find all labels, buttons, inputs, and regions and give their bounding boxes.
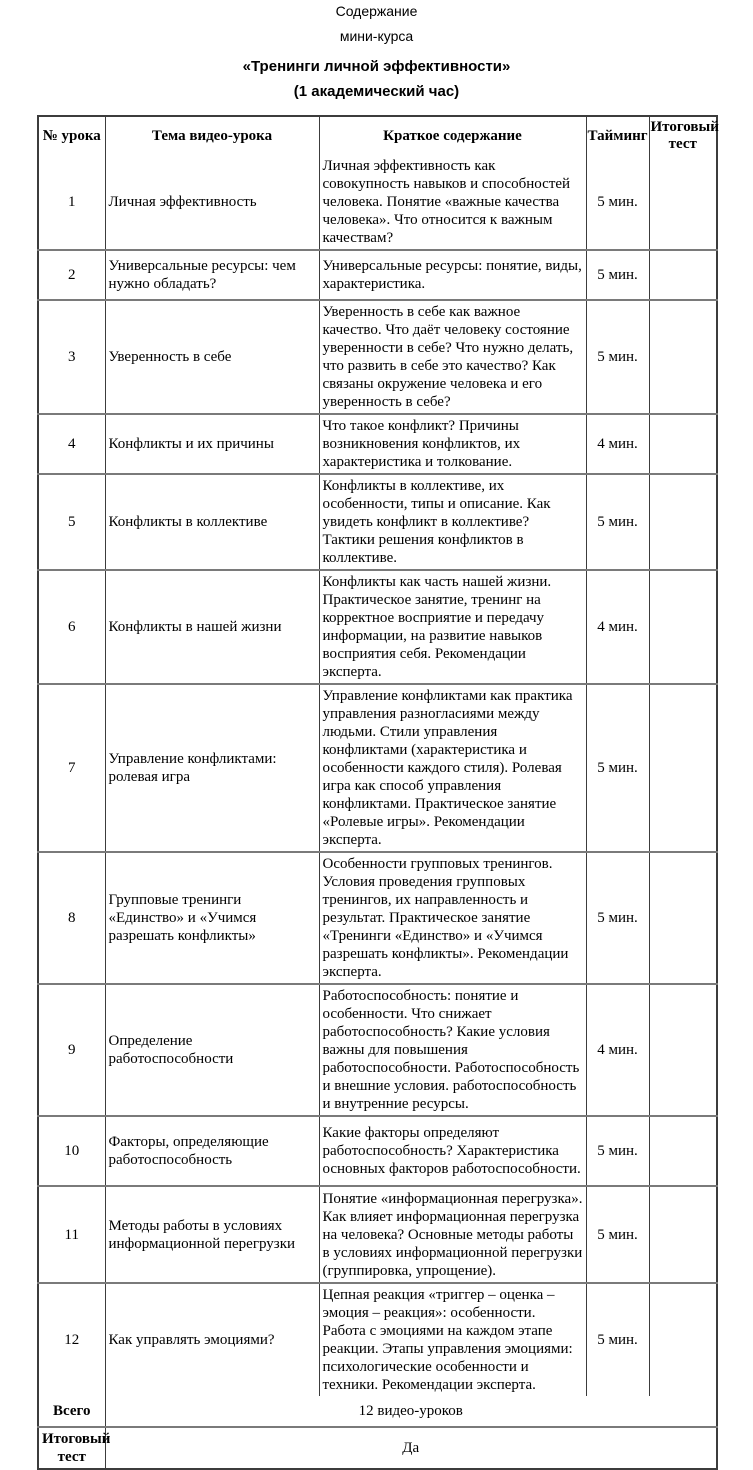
doc-title-line1: Содержание xyxy=(335,3,418,19)
course-title: «Тренинги личной эффективности» xyxy=(242,58,511,75)
lesson-number-cell: 4 xyxy=(38,414,105,474)
table-row xyxy=(38,684,717,852)
lesson-topic-cell: Личная эффективность xyxy=(105,155,319,250)
lesson-test-cell xyxy=(649,250,717,300)
lesson-number-cell: 8 xyxy=(38,852,105,984)
total-value: 12 видео-уроков xyxy=(105,1396,717,1427)
lesson-summary-cell: Управление конфликтами как практика управления разногласиями между людьми. Стили управления конфликтами (характеристика и особенности каждого стиля). Ролевая игра как способ управления конфликтами. Практическое занятие «Ролевые игры». Рекомендации эксперта. xyxy=(319,684,586,852)
lesson-test-cell xyxy=(649,474,717,570)
lesson-summary-cell: Работоспособность: понятие и особенности. Что снижает работоспособность? Какие условия важны для повышения работоспособности. Работоспособность и внешние условия. работоспособность и внутренние ресурсы. xyxy=(319,984,586,1116)
lesson-timing-cell: 5 мин. xyxy=(586,1186,649,1283)
table-row xyxy=(38,474,717,570)
lesson-test-cell xyxy=(649,684,717,852)
table-row xyxy=(38,852,717,984)
lesson-test-cell xyxy=(649,414,717,474)
lesson-summary-cell: Универсальные ресурсы: понятие, виды, характеристика. xyxy=(319,250,586,300)
total-row xyxy=(38,1396,717,1427)
lesson-number-cell: 5 xyxy=(38,474,105,570)
header-lesson-topic: Тема видео-урока xyxy=(105,116,319,155)
lesson-summary-cell: Особенности групповых тренингов. Условия проведения групповых тренингов, их направленность и результат. Практическое занятие «Тренинги «Единство» и «Учимся разрешать конфликты». Рекомендации эксперта. xyxy=(319,852,586,984)
lesson-number-cell: 11 xyxy=(38,1186,105,1283)
table-header-row xyxy=(38,116,717,155)
doc-title-line2: мини-курса xyxy=(339,28,414,44)
lesson-number-cell: 9 xyxy=(38,984,105,1116)
lesson-number-cell: 6 xyxy=(38,570,105,684)
lesson-timing-cell: 4 мин. xyxy=(586,414,649,474)
lesson-test-cell xyxy=(649,1283,717,1396)
lesson-test-cell xyxy=(649,155,717,250)
total-label: Всего xyxy=(38,1396,105,1427)
lesson-timing-cell: 5 мин. xyxy=(586,1283,649,1396)
lesson-topic-cell: Конфликты в нашей жизни xyxy=(105,570,319,684)
final-test-label: Итоговый тест xyxy=(38,1427,105,1469)
lesson-topic-cell: Факторы, определяющие работоспособность xyxy=(105,1116,319,1186)
lesson-test-cell xyxy=(649,570,717,684)
lesson-summary-cell: Личная эффективность как совокупность навыков и способностей человека. Понятие «важные качества человека». Что относится к важным качествам? xyxy=(319,155,586,250)
header-lesson-number: № урока xyxy=(38,116,105,155)
table-row xyxy=(38,1116,717,1186)
header-lesson-summary: Краткое содержание xyxy=(319,116,586,155)
lesson-timing-cell: 5 мин. xyxy=(586,474,649,570)
lesson-number-cell: 12 xyxy=(38,1283,105,1396)
final-test-row xyxy=(38,1427,717,1469)
table-row xyxy=(38,1186,717,1283)
lesson-topic-cell: Конфликты в коллективе xyxy=(105,474,319,570)
table-row xyxy=(38,155,717,250)
course-duration: (1 академический час) xyxy=(293,83,460,100)
lesson-topic-cell: Управление конфликтами: ролевая игра xyxy=(105,684,319,852)
lesson-topic-cell: Как управлять эмоциями? xyxy=(105,1283,319,1396)
lesson-topic-cell: Универсальные ресурсы: чем нужно обладать? xyxy=(105,250,319,300)
lesson-topic-cell: Определение работоспособности xyxy=(105,984,319,1116)
lesson-test-cell xyxy=(649,1116,717,1186)
lesson-topic-cell: Методы работы в условиях информационной перегрузки xyxy=(105,1186,319,1283)
document-header xyxy=(0,0,753,100)
lesson-number-cell: 1 xyxy=(38,155,105,250)
table-row xyxy=(38,300,717,414)
lesson-topic-cell: Конфликты и их причины xyxy=(105,414,319,474)
table-row xyxy=(38,984,717,1116)
lesson-timing-cell: 5 мин. xyxy=(586,852,649,984)
table-row xyxy=(38,570,717,684)
lesson-topic-cell: Уверенность в себе xyxy=(105,300,319,414)
table-header xyxy=(38,116,717,155)
lesson-summary-cell: Конфликты как часть нашей жизни. Практическое занятие, тренинг на корректное восприятие и передачу информации, на развитие навыков восприятия себя. Рекомендации эксперта. xyxy=(319,570,586,684)
lesson-test-cell xyxy=(649,852,717,984)
lesson-summary-cell: Уверенность в себе как важное качество. Что даёт человеку состояние уверенности в себе? Что нужно делать, что развить в себе это качество? Как связаны окружение человека и его уверенность в себе? xyxy=(319,300,586,414)
course-contents-table xyxy=(37,115,718,1470)
lesson-summary-cell: Цепная реакция «триггер – оценка – эмоция – реакция»: особенности. Работа с эмоциями на каждом этапе реакции. Этапы управления эмоциями: психологические особенности и техники. Рекомендации эксперта. xyxy=(319,1283,586,1396)
lesson-test-cell xyxy=(649,1186,717,1283)
lesson-number-cell: 3 xyxy=(38,300,105,414)
table-body xyxy=(38,155,717,1396)
lesson-timing-cell: 5 мин. xyxy=(586,300,649,414)
lesson-test-cell xyxy=(649,984,717,1116)
lesson-summary-cell: Конфликты в коллективе, их особенности, типы и описание. Как увидеть конфликт в коллективе? Тактики решения конфликтов в коллективе. xyxy=(319,474,586,570)
lesson-topic-cell: Групповые тренинги «Единство» и «Учимся разрешать конфликты» xyxy=(105,852,319,984)
lesson-timing-cell: 5 мин. xyxy=(586,155,649,250)
lesson-summary-cell: Что такое конфликт? Причины возникновения конфликтов, их характеристика и толкование. xyxy=(319,414,586,474)
lesson-timing-cell: 4 мин. xyxy=(586,570,649,684)
lesson-number-cell: 10 xyxy=(38,1116,105,1186)
table-footer xyxy=(38,1396,717,1469)
lesson-summary-cell: Какие факторы определяют работоспособность? Характеристика основных факторов работоспособности. xyxy=(319,1116,586,1186)
table-row xyxy=(38,1283,717,1396)
table-row xyxy=(38,250,717,300)
header-timing: Тайминг xyxy=(586,116,649,155)
final-test-value: Да xyxy=(105,1427,717,1469)
table-row xyxy=(38,414,717,474)
lesson-timing-cell: 5 мин. xyxy=(586,684,649,852)
lesson-summary-cell: Понятие «информационная перегрузка». Как влияет информационная перегрузка на человека? Основные методы работы в условиях информационной перегрузки (группировка, упрощение). xyxy=(319,1186,586,1283)
lesson-number-cell: 2 xyxy=(38,250,105,300)
lesson-timing-cell: 4 мин. xyxy=(586,984,649,1116)
lesson-test-cell xyxy=(649,300,717,414)
lesson-number-cell: 7 xyxy=(38,684,105,852)
lesson-timing-cell: 5 мин. xyxy=(586,250,649,300)
lesson-timing-cell: 5 мин. xyxy=(586,1116,649,1186)
header-final-test: Итоговый тест xyxy=(649,116,717,155)
